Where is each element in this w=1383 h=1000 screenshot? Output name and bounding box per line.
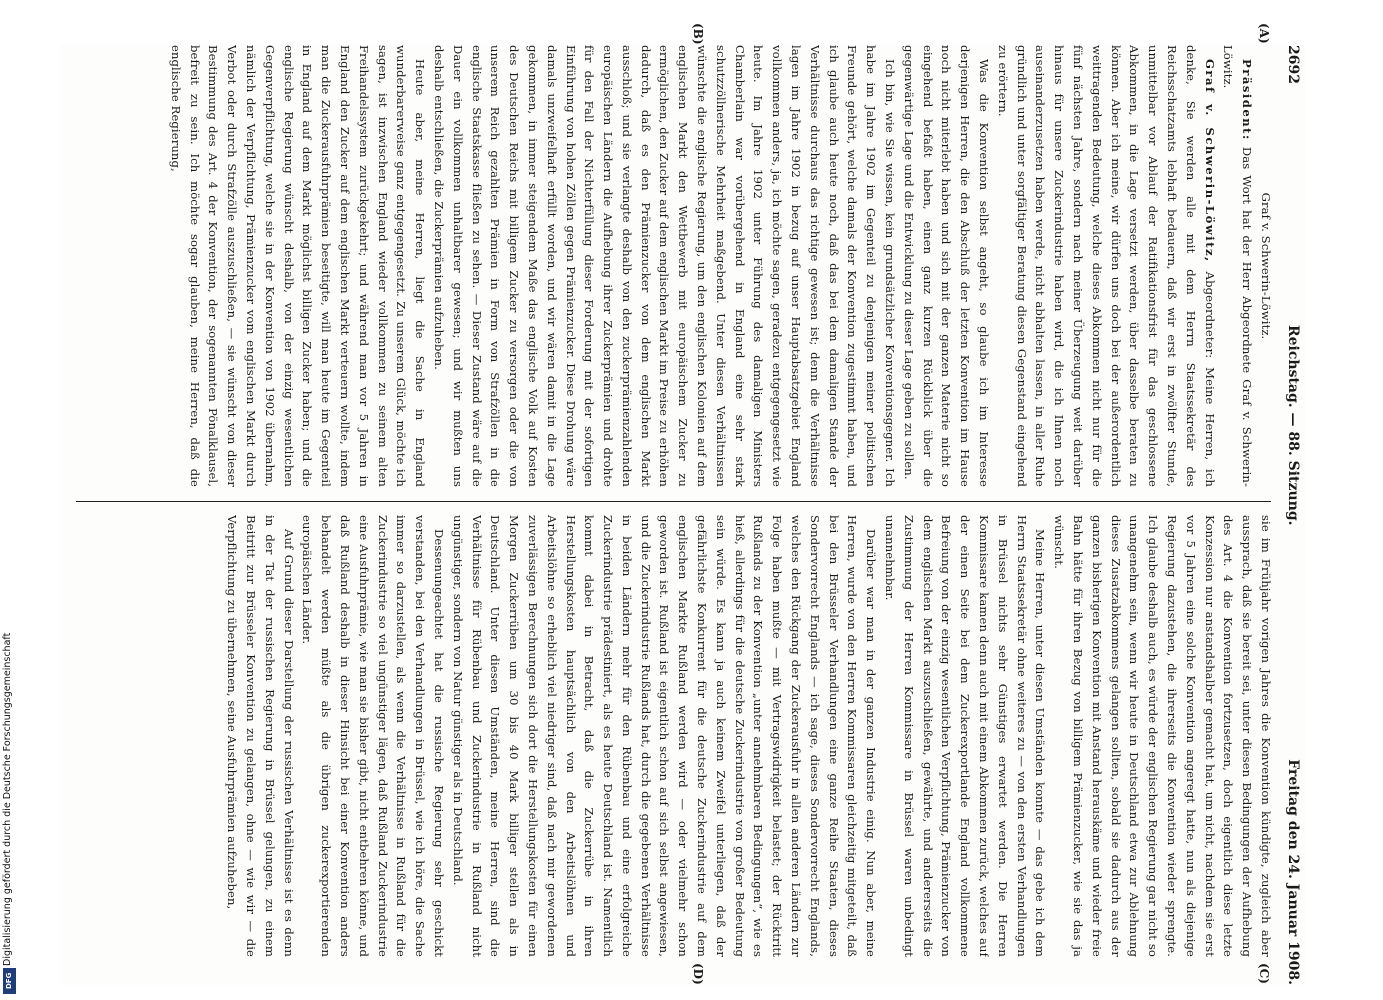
left-column xyxy=(70,45,1275,487)
page-number: 2692 xyxy=(1285,45,1301,84)
funding-note: Digitalisierung gefördert durch die Deutsche Forschungsgemeinschaft xyxy=(2,632,13,966)
paragraph: Darüber war man in der ganzen Industrie einig. Nun aber, meine Herren, wurde von den Herren Kommissaren gleichzeitig mitgeteilt, daß bei den Brüsseler Verhandlungen eine ganze Reihe Staaten, dieses Sondervorrecht Englands — ich sage, dieses Sondervorrecht Englands, welches den Rückgang der Zuckerausfuhr in allen anderen Ländern zur Folge haben mußte — mit Vertragswidrigkeit belastet; der Rücktritt Rußlands zu der Konvention „unter annehmbaren Bedingungen“, wie es hieß, allerdings für die deutsche Zuckerindustrie von großer Bedeutung sein würde. Es kann ja auch keinem Zweifel unterliegen, daß der gefährlichste Konkurrent für die deutsche Zuckerindustrie auf dem englischen Markte Rußland werden wird — oder vielmehr schon geworden ist. Rußland ist eigentlich schon auf sich selbst angewiesen, und die Zuckerindustrie Rußlands hat, durch die gegebenen Verhältnisse in beiden Ländern mehr für den Rübenbau und eine erfolgreiche Zuckerindustrie prädestiniert, als es heute Deutschland ist. Namentlich kommt dabei in Betracht, daß die Zuckerrübe in ihren Herstellungskosten hauptsächlich von den Arbeitslöhnen und Arbeitslöhne so erheblich viel niedriger sind, daß nach mir gewordenen zuverlässigen Berechnungen sich dort die Herstellungskosten für einen Morgen Zuckerrüben um 30 bis 40 Mark billiger stellen als in Deutschland. Unter diesen Umständen, meine Herren, sind die Verhältnisse für Rübenbau und Zuckerindustrie in Rußland nicht ungünstiger, sondern von Natur günstiger als in Deutschland. xyxy=(450,515,879,957)
paragraph: sie im Frühjahr vorigen Jahres die Konvention kündigte, zugleich aber aussprach, daß sie bereit sei, unter diesen Bedingungen der Aufhebung des Art. 4 die Konvention fortzusetzen, doch eigentlich diese letzte Konzession nur anstandshalber gemacht hat, um nicht, nachdem sie erst vor 5 Jahren eine solche Konvention angeregt hatte, nun als diejenige Regierung dazustehen, die ihrerseits die Konvention wieder sprengte. Ich glaube deshalb auch, es würde der englischen Regierung gar nicht so unangenehm sein, wenn wir heute in Deutschland etwa zur Ablehnung dieses Zusatzabkommens gelangen sollten, sobald sie dadurch aus der ganzen bisherigen Konvention mit Anstand herauskäme und wieder freie Bahn hätte für ihren Bezug von billigem Prämienzucker, wie sie das ja wünscht. xyxy=(1052,515,1273,957)
margin-marker-b: (B) xyxy=(691,23,705,45)
paragraph xyxy=(993,45,1219,487)
speaker-label: Präsident: xyxy=(1240,59,1255,141)
column-divider xyxy=(76,501,1271,502)
paragraph: Auf Grund dieser Darstellung der russischen Verhältnisse ist es denn in der Tat der russischen Regierung in Brüssel gelungen, zu einem Beitritt zur Brüsseler Konvention zu gelangen, ohne — wie wir — die Verpflichtung zu übernehmen, seine Ausfuhrprämien aufzuheben, xyxy=(225,515,296,957)
page-header xyxy=(1277,45,1305,985)
speaker-heading: Graf v. Schwerin-Löwitz. xyxy=(1259,192,1273,340)
dfg-logo: DFG xyxy=(3,968,16,994)
margin-marker-c: (C) xyxy=(1257,963,1271,984)
paragraph: Ich bin, wie Sie wissen, kein grundsätzlicher Konventionsgegner. Ich habe im Jahre 1902 im Gegenteil zu denjenigen meiner politischen Freunde gehört, welche damals der Konvention zugestimmt haben, und ich glaube auch heute noch, daß das bei dem damaligen Stande der Verhältnisse durchaus das richtige gewesen ist; denn die Verhältnisse lagen im Jahre 1902 in bezug auf unser Hauptabsatzgebiet England vollkommen anders, ja, ich möchte sagen, geradezu entgegengesetzt wie heute. Im Jahre 1902 unter Führung des damaligen Ministers Chamberlain war vorübergehend in England eine sehr stark schutzzöllnerische Mehrheit maßgebend. Unter diesen Verhältnissen wünschte die englische Regierung, um den englischen Kolonien auf dem englischen Markt den Wettbewerb mit europäischem Zucker zu ermöglichen, den Zucker auf dem englischen Markt im Preise zu erhöhen dadurch, daß es den Prämienzucker von dem englischen Markt ausschloß; und sie verlangte deshalb von den zuckerprämienzahlenden europäischen Ländern die Aufhebung ihrer Zuckerprämien und drohte für den Fall der Nichterfüllung dieser Forderung mit der sofortigen Einführung von hohen Zöllen gegen Prämienzucker. Diese Drohung wäre damals unzweifelhaft erfüllt worden, und wir wären damit in die Lage gekommen, in immer steigendem Maße das englische Volk auf Kosten des Deutschen Reichs mit billigem Zucker zu versorgen oder die von unserem Reich gezahlten Prämien in Form von Strafzöllen in die englische Staatskasse fließen zu sehen. — Dieser Zustand wäre auf die Dauer ein vollkommen unhaltbarer gewesen; und wir mußten uns deshalb entschließen, die Zuckerprämien aufzuheben. xyxy=(431,45,898,487)
paragraph xyxy=(1219,45,1257,487)
session-date: Freitag den 24. Januar 1908. xyxy=(1285,759,1301,985)
paragraph: Meine Herren, unter diesen Umständen konnte — das gebe ich dem Herrn Staatssekretär ohne weiteres zu — von den ersten Verhandlungen in Brüssel nichts sehr Günstiges erwartet werden. Die Herren Kommissare kamen denn auch mit einem Abkommen zurück, welches auf der einen Seite bei dem Zuckerexportlande England vollkommene Befreiung von der einzig wesentlichen Verpflichtung, Prämienzucker von dem englischen Markt auszuschließen, gewährte, und andererseits die Zustimmung der Herren Kommissare in Brüssel waren unbedingt unannehmbar. xyxy=(883,515,1048,957)
paragraph: Dessenungeachtet hat die russische Regierung sehr geschickt verstanden, bei den Verhandlungen in Brüssel, wie ich höre, die Sache immer so darzustellen, als wenn die Verhältnisse in Rußland für die Zuckerindustrie so viel ungünstiger lägen, daß Rußland Zuckerindustrie eine Ausfuhrprämie, wie man sie bisher gibt, nicht entbehren könne, und daß Rußland deshalb in dieser Hinsicht bei einer Konvention anders behandelt werden müßte als die übrigen zuckerexportierenden europäischen Länder. xyxy=(300,515,446,957)
margin-marker-a: (A) xyxy=(1257,23,1271,44)
right-column xyxy=(70,515,1275,957)
scanned-page xyxy=(60,23,1305,985)
margin-marker-d: (D) xyxy=(691,963,705,985)
paragraph: Heute aber, meine Herren, liegt die Sache in England wunderbarerweise ganz entgegengesetzt. Zu unserem Glück, möchte ich sagen, ist inzwischen England wieder vollkommen zu seinem alten Freihandelssystem zurückgekehrt; und während man vor 5 Jahren in England den Zucker auf dem englischen Markt verteuern wollte, indem man die Zuckerausfuhrprämien beseitigte, will man heute im Gegenteil in England auf dem Markt möglichst billigen Zucker haben; und die englische Regierung wünscht deshalb, von der einzig wesentlichen Gegenverpflichtung, welche sie in der Konvention von 1902 übernahm, nämlich der Verpflichtung, Prämienzucker vom englischen Markt durch Verbot oder durch Strafzölle auszuschließen, — sie wünscht von dieser Bestimmung des Art. 4 der Konvention, der sogenannten Pönalklausel, befreit zu sein. Ich möchte sogar glauben, meine Herren, daß die englische Regierung, xyxy=(168,45,428,487)
paragraph: Was die Konvention selbst angeht, so glaube ich im Interesse derjenigen Herren, die den Abschluß der letzten Konvention im Hause noch nicht miterlebt haben und sich mit der ganzen Materie nicht so eingehend befaßt haben, einen ganz kurzen Rückblick über die gegenwärtige Lage und die Entwicklung zu dieser Lage geben zu sollen. xyxy=(901,45,992,487)
session-title: Reichstag. — 88. Sitzung. xyxy=(1285,325,1301,526)
paragraph-text: Das Wort hat der Herr Abgeordnete Graf v. Schwerin-Löwitz. xyxy=(1221,45,1255,487)
paragraph-text: Abgeordneter: Meine Herren, ich denke, Sie werden alle mit dem Herrn Staatssekretär des Reichsschatzamts lebhaft bedauern, daß wir erst in zwölfter Stunde, unmittelbar vor Ablauf der Ratifikationsfrist für das geschlossene Abkommen, in die Lage versetzt werden, über dasselbe beraten zu können. Aber ich meine, wir dürfen uns doch bei der außerordentlich weittragenden Bedeutung, welche dieses Abkommen nicht nur für die fünf nächsten Jahre, sondern nach meiner Überzeugung weit darüber hinaus für unsere Zuckerindustrie haben wird, die ich Ihnen noch auseinanderzusetzen haben werde, nicht abhalten lassen, in aller Ruhe gründlich und unter sorgfältiger Beratung diesen Gegenstand eingehend zu erörtern. xyxy=(995,45,1217,487)
speaker-label: Graf v. Schwerin-Löwitz, xyxy=(1202,59,1217,263)
